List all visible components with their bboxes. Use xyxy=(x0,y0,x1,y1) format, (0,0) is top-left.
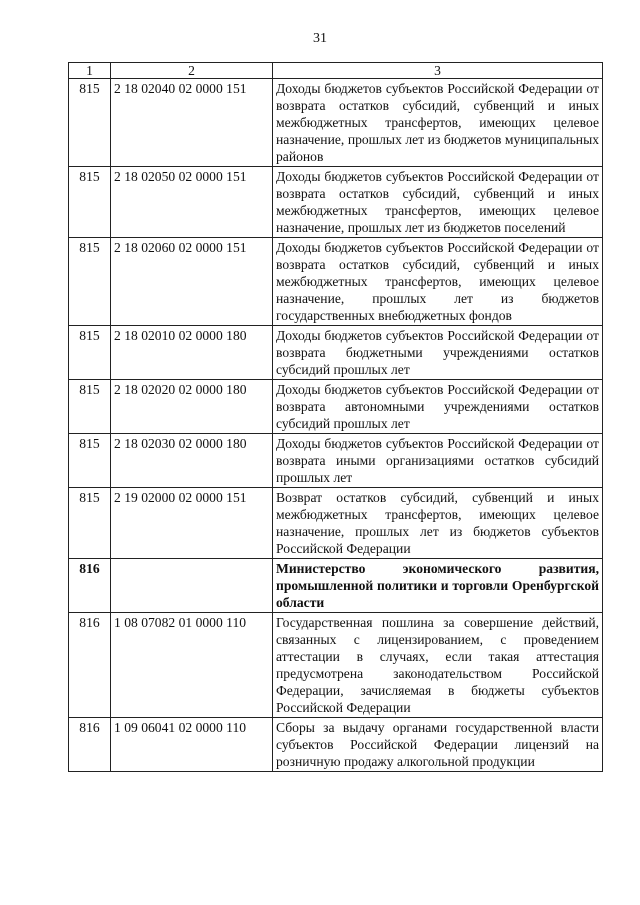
budget-code-cell: 2 18 02040 02 0000 151 xyxy=(111,79,273,167)
budget-code-cell: 2 18 02050 02 0000 151 xyxy=(111,167,273,238)
description-cell: Сборы за выдачу органами государственной власти субъектов Российской Федерации лицензий на розничную продажу алкогольной продукции xyxy=(273,718,603,772)
budget-code-cell: 1 08 07082 01 0000 110 xyxy=(111,613,273,718)
description-cell: Доходы бюджетов субъектов Российской Федерации от возврата бюджетными учреждениями остатков субсидий прошлых лет xyxy=(273,326,603,380)
table-row xyxy=(69,613,603,718)
table-row xyxy=(69,326,603,380)
column-header-2: 2 xyxy=(111,63,273,79)
table-header-row xyxy=(69,63,603,79)
budget-code-cell: 1 09 06041 02 0000 110 xyxy=(111,718,273,772)
budget-code-cell: 2 18 02010 02 0000 180 xyxy=(111,326,273,380)
table-row xyxy=(69,434,603,488)
table-row xyxy=(69,488,603,559)
description-cell: Государственная пошлина за совершение действий, связанных с лицензированием, с проведением аттестации в случаях, если такая аттестация предусмотрена законодательством Российской Федерации, зачисляемая в бюджеты субъектов Российской Федерации xyxy=(273,613,603,718)
admin-code-cell: 815 xyxy=(69,488,111,559)
table-row-ministry-heading xyxy=(69,559,603,613)
admin-code-cell: 815 xyxy=(69,380,111,434)
table-row xyxy=(69,380,603,434)
admin-code-cell: 816 xyxy=(69,718,111,772)
admin-code-cell: 815 xyxy=(69,434,111,488)
admin-code-cell: 816 xyxy=(69,613,111,718)
description-cell: Доходы бюджетов субъектов Российской Федерации от возврата остатков субсидий, субвенций и иных межбюджетных трансфертов, имеющих целевое назначение, прошлых лет из бюджетов государственных внебюджетных фондов xyxy=(273,238,603,326)
admin-code-cell: 816 xyxy=(69,559,111,613)
description-cell: Доходы бюджетов субъектов Российской Федерации от возврата иными организациями остатков субсидий прошлых лет xyxy=(273,434,603,488)
admin-code-cell: 815 xyxy=(69,326,111,380)
table-row xyxy=(69,79,603,167)
column-header-1: 1 xyxy=(69,63,111,79)
admin-code-cell: 815 xyxy=(69,238,111,326)
admin-code-cell: 815 xyxy=(69,167,111,238)
column-header-3: 3 xyxy=(273,63,603,79)
description-cell: Доходы бюджетов субъектов Российской Федерации от возврата остатков субсидий, субвенций и иных межбюджетных трансфертов, имеющих целевое назначение, прошлых лет из бюджетов муниципальных районов xyxy=(273,79,603,167)
description-cell: Доходы бюджетов субъектов Российской Федерации от возврата автономными учреждениями остатков субсидий прошлых лет xyxy=(273,380,603,434)
page-number: 31 xyxy=(313,31,327,46)
budget-code-cell: 2 18 02020 02 0000 180 xyxy=(111,380,273,434)
budget-code-cell: 2 18 02030 02 0000 180 xyxy=(111,434,273,488)
table-row xyxy=(69,718,603,772)
ministry-name-cell: Министерство экономического развития, промышленной политики и торговли Оренбургской области xyxy=(273,559,603,613)
description-cell: Возврат остатков субсидий, субвенций и иных межбюджетных трансфертов, имеющих целевое назначение, прошлых лет из бюджетов субъектов Российской Федерации xyxy=(273,488,603,559)
table-row xyxy=(69,167,603,238)
table-row xyxy=(69,238,603,326)
budget-code-cell: 2 19 02000 02 0000 151 xyxy=(111,488,273,559)
description-cell: Доходы бюджетов субъектов Российской Федерации от возврата остатков субсидий, субвенций и иных межбюджетных трансфертов, имеющих целевое назначение, прошлых лет из бюджетов поселений xyxy=(273,167,603,238)
budget-classification-table xyxy=(68,62,603,772)
budget-code-cell: 2 18 02060 02 0000 151 xyxy=(111,238,273,326)
admin-code-cell: 815 xyxy=(69,79,111,167)
budget-code-cell xyxy=(111,559,273,613)
